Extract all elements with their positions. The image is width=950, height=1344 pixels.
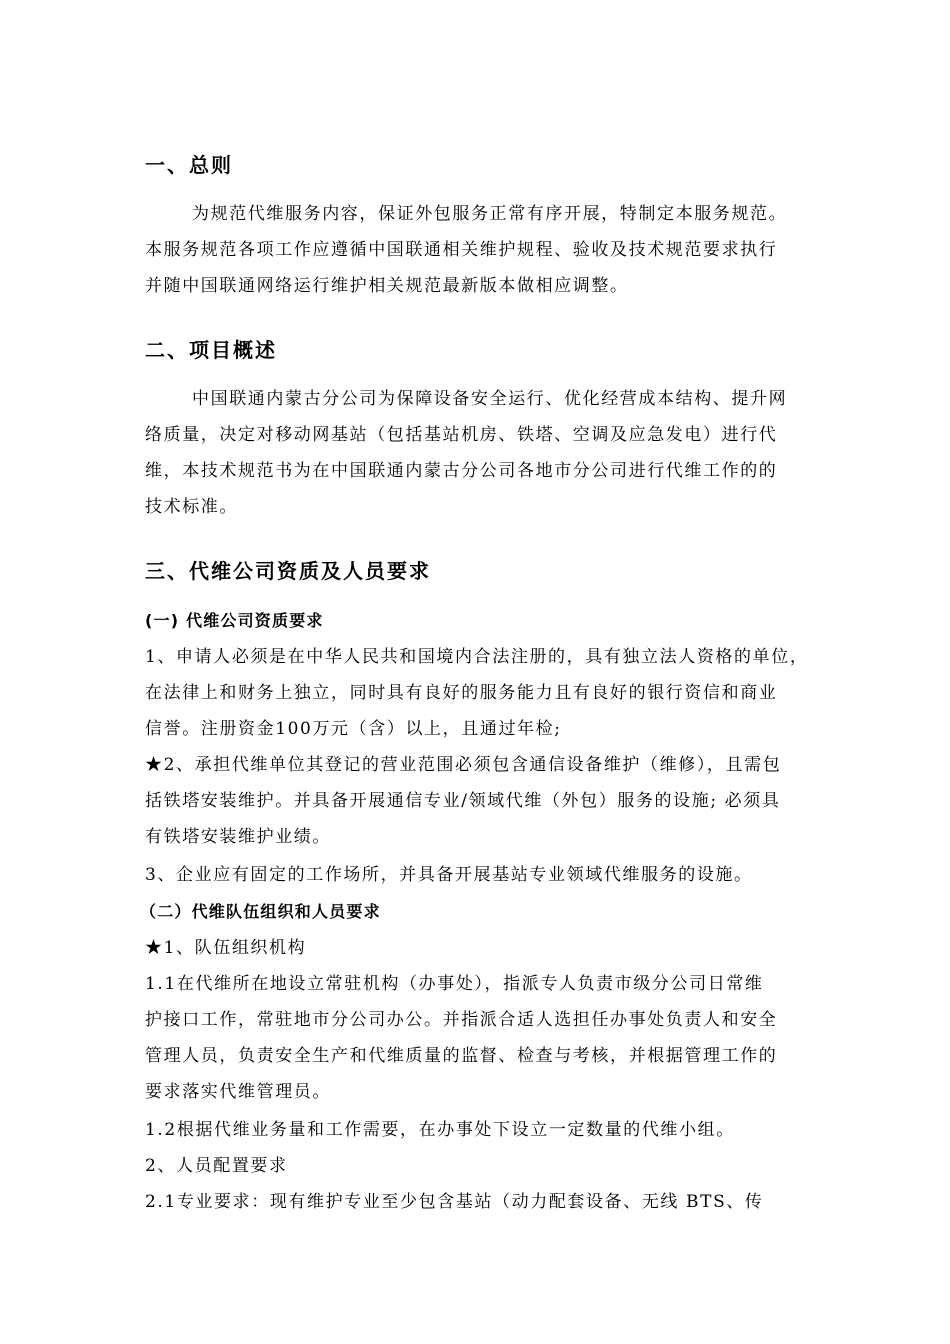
section-1-title: 一、总则 [145, 153, 233, 177]
subsection-2-line-1: ★1、队伍组织机构 [145, 938, 307, 958]
subsection-1-title: (一) 代维公司资质要求 [145, 611, 324, 630]
subsection-1-line-2: 在法律上和财务上独立，同时具有良好的服务能力且有良好的银行资信和商业 [145, 683, 778, 703]
section-1-line-2: 本服务规范各项工作应遵循中国联通相关维护规程、验收及技术规范要求执行 [145, 240, 778, 260]
section-1-line-1: 为规范代维服务内容，保证外包服务正常有序开展，特制定本服务规范。 [192, 204, 788, 224]
section-2-title: 二、项目概述 [145, 338, 277, 362]
subsection-2-line-2: 1.1在代维所在地设立常驻机构（办事处），指派专人负责市级分公司日常维 [145, 974, 764, 994]
section-3-title: 三、代维公司资质及人员要求 [145, 559, 431, 583]
subsection-2-line-4: 管理人员，负责安全生产和代维质量的监督、检查与考核，并根据管理工作的 [145, 1046, 778, 1066]
subsection-1-line-4: ★2、承担代维单位其登记的营业范围必须包含通信设备维护（维修），且需包 [145, 755, 782, 775]
subsection-1-line-5: 括铁塔安装维护。并具备开展通信专业/领域代维（外包）服务的设施; 必须具 [145, 791, 781, 811]
subsection-1-line-3: 信誉。注册资金100万元（含）以上，且通过年检; [145, 719, 562, 739]
subsection-2-line-6: 1.2根据代维业务量和工作需要，在办事处下设立一定数量的代维小组。 [145, 1120, 735, 1140]
section-2-line-2: 络质量，决定对移动网基站（包括基站机房、铁塔、空调及应急发电）进行代 [145, 425, 778, 445]
subsection-2-line-7: 2、人员配置要求 [145, 1156, 288, 1176]
subsection-2-title: （二）代维队伍组织和人员要求 [140, 902, 381, 921]
subsection-1-line-1: 1、申请人必须是在中华人民共和国境内合法注册的，具有独立法人资格的单位， [145, 647, 809, 667]
subsection-2-line-8: 2.1专业要求：现有维护专业至少包含基站（动力配套设备、无线 BTS、传 [145, 1192, 764, 1212]
section-2-line-4: 技术标准。 [145, 497, 238, 517]
subsection-1-line-7: 3、企业应有固定的工作场所，并具备开展基站专业领域代维服务的设施。 [145, 865, 753, 885]
section-2-line-1: 中国联通内蒙古分公司为保障设备安全运行、优化经营成本结构、提升网 [192, 389, 788, 409]
subsection-2-line-5: 要求落实代维管理员。 [145, 1082, 331, 1102]
subsection-1-line-6: 有铁塔安装维护业绩。 [145, 827, 331, 847]
subsection-2-line-3: 护接口工作，常驻地市分公司办公。并指派合适人选担任办事处负责人和安全 [145, 1010, 778, 1030]
section-1-line-3: 并随中国联通网络运行维护相关规范最新版本做相应调整。 [145, 276, 629, 296]
section-2-line-3: 维，本技术规范书为在中国联通内蒙古分公司各地市分公司进行代维工作的的 [145, 461, 778, 481]
